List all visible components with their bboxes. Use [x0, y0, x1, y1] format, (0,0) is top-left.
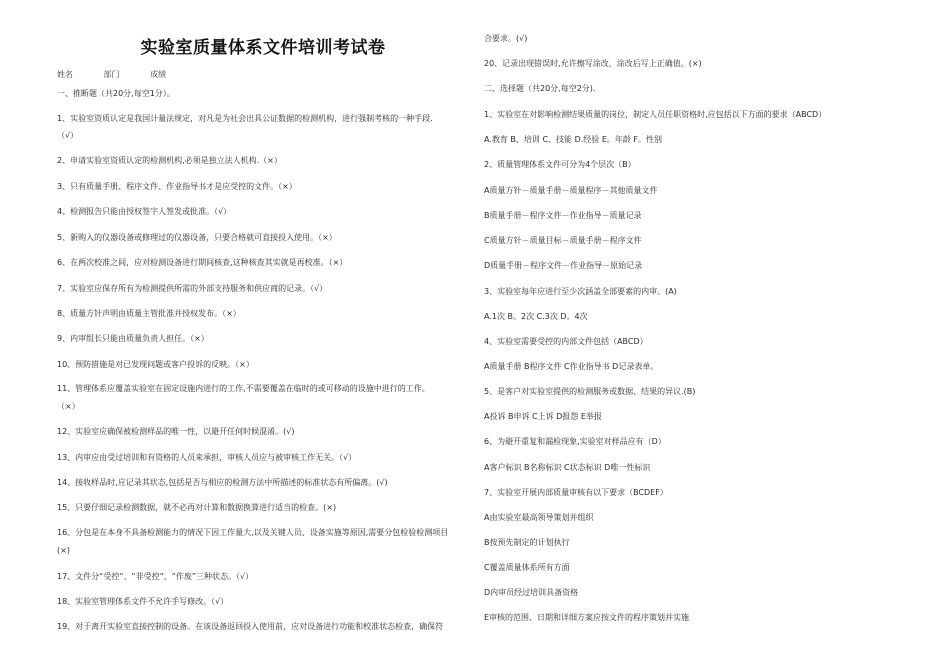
question-text: 20、记录出现错误时,允许擦写涂改，涂改后写上正确值。(×) — [484, 59, 702, 68]
question-text: 6、为避开重复和漏检现象,实验室对样品应有（D） — [484, 437, 666, 446]
option-line: A由实验室最高领导策划并组织 — [484, 513, 594, 522]
question-text: 9、内审组长只能由质量负责人担任。（×） — [57, 334, 209, 343]
question-text: 3、只有质量手册、程序文件、作业指导书才是应受控的文件。（×） — [57, 182, 297, 191]
option-line: A客户标识 B名称标识 C状态标识 D唯一性标识 — [484, 463, 651, 472]
question-text: 2、申请实验室资质认定的检测机构,必须是独立法人机构.（×） — [57, 156, 282, 165]
question-text: 12、实验室应确保被检测样品的唯一性，以避开任何时候混淆。(√) — [57, 427, 295, 436]
question-text: 6、在两次校准之间，应对检测设备进行期间核查,这种核查其实就是再校准。（×） — [57, 258, 348, 267]
answer-mark: （√） — [57, 131, 79, 140]
question-text: 14、接收样品时,应记录其状态,包括是否与相应的检测方法中所描述的标准状态有所偏离。(√) — [57, 478, 388, 487]
option-line: C质量方针－质量目标－质量手册－程序文件 — [484, 236, 642, 245]
question-text: 7、实验室应保存所有为检测提供所需的外部支持服务和供应商的记录。（√） — [57, 284, 328, 293]
question-text: 13、内审应由受过培训和有资格的人员来承担，审核人员应与被审核工作无关。（√） — [57, 453, 357, 462]
question-text: 10、预防措施是对已发现问题或客户投诉的反映。（×） — [57, 360, 254, 369]
question-text: 5、新购入的仪器设备或修理过的仪器设备，只要合格就可直接投入使用。（×） — [57, 233, 337, 242]
option-line: D质量手册－程序文件－作业指导－原始记录 — [484, 261, 643, 270]
question-text: 16、分包是在本身不具备检测能力的情况下因工作量大,以及关键人员、设备实施等原因,需要分包检验检测项目 — [57, 528, 449, 537]
option-line: E审核的范围、日期和详细方案应按文件的程序策划并实施 — [484, 613, 690, 622]
option-line: A.1次 B。2次 C.3次 D。4次 — [484, 312, 588, 321]
option-line: A.教育 B、培训 C、技能 D.经验 E。年龄 F。性别 — [484, 135, 663, 144]
option-line: C覆盖质量体系所有方面 — [484, 563, 570, 572]
answer-mark: (×) — [57, 546, 70, 555]
option-line: A投诉 B申诉 C上诉 D报怨 E举报 — [484, 412, 602, 421]
question-text: 15、只要仔细记录检测数据，就不必再对计算和数据换算进行适当的检查。(×) — [57, 503, 337, 512]
question-text: 18、实验室管理体系文件不允许手写修改。（√） — [57, 597, 229, 606]
question-text: 11、管理体系应覆盖实验室在固定设施内进行的工作,不需要覆盖在临时的或可移动的设施中进行的工作。 — [57, 384, 430, 393]
question-text: 8、质量方针声明由质量主管批准并授权发布。（×） — [57, 309, 241, 318]
question-text: 1、实验室资质认定是我国计量法规定，对凡是为社会出具公证数据的检测机构，进行强制考核的一种手段. — [57, 114, 433, 123]
section-heading: 二、选择题（共20分,每空2分). — [484, 84, 596, 93]
option-line: B质量手册－程序文件－作业指导－质量记录 — [484, 211, 642, 220]
question-text: 2、质量管理体系文件可分为4个层次（B） — [484, 160, 636, 169]
student-info — [57, 69, 194, 80]
dept-label: 部门 — [103, 70, 120, 79]
question-text: 17、文件分“受控”、“非受控”、“作废”三种状态。（√） — [57, 572, 254, 581]
option-line: B按预先制定的计划执行 — [484, 538, 570, 547]
option-line: D内审员经过培训具备资格 — [484, 588, 579, 597]
question-text: 7、实验室开展内部质量审核有以下要求（BCDEF） — [484, 488, 668, 497]
answer-mark: （×） — [57, 402, 80, 411]
question-text: 3、实验室每年应进行至少次涵盖全部要素的内审。(A) — [484, 287, 677, 296]
option-line: A质量方针－质量手册－质量程序－其他质量文件 — [484, 186, 658, 195]
question-text: 4、实验室需要受控的内部文件包括（ABCD） — [484, 337, 648, 346]
option-line: A质量手册 B程序文件 C作业指导书 D记录表单。 — [484, 362, 659, 371]
question-text: 5、是客户对实验室提供的检测服务或数据、结果的异议.(B) — [484, 387, 696, 396]
page-title: 实验室质量体系文件培训考试卷 — [140, 38, 386, 58]
question-text: 19、对于离开实验室直接控制的设备。在该设备返回投入使用前，应对设备进行功能和校准状态检查，确保符 — [57, 622, 444, 631]
answer-mark: 合要求。(√) — [484, 34, 528, 43]
question-text: 4、检测报告只能由授权签字人签发或批准。（√） — [57, 207, 232, 216]
name-label: 姓名 — [57, 70, 73, 79]
section-heading: 一、推断题（共20分,每空1分）。 — [57, 89, 175, 98]
question-text: 1、实验室在对影响检测结果质量的岗位，制定人员任职资格时,应包括以下方面的要求（ABCD） — [484, 110, 827, 119]
score-label: 成绩 — [150, 70, 167, 79]
